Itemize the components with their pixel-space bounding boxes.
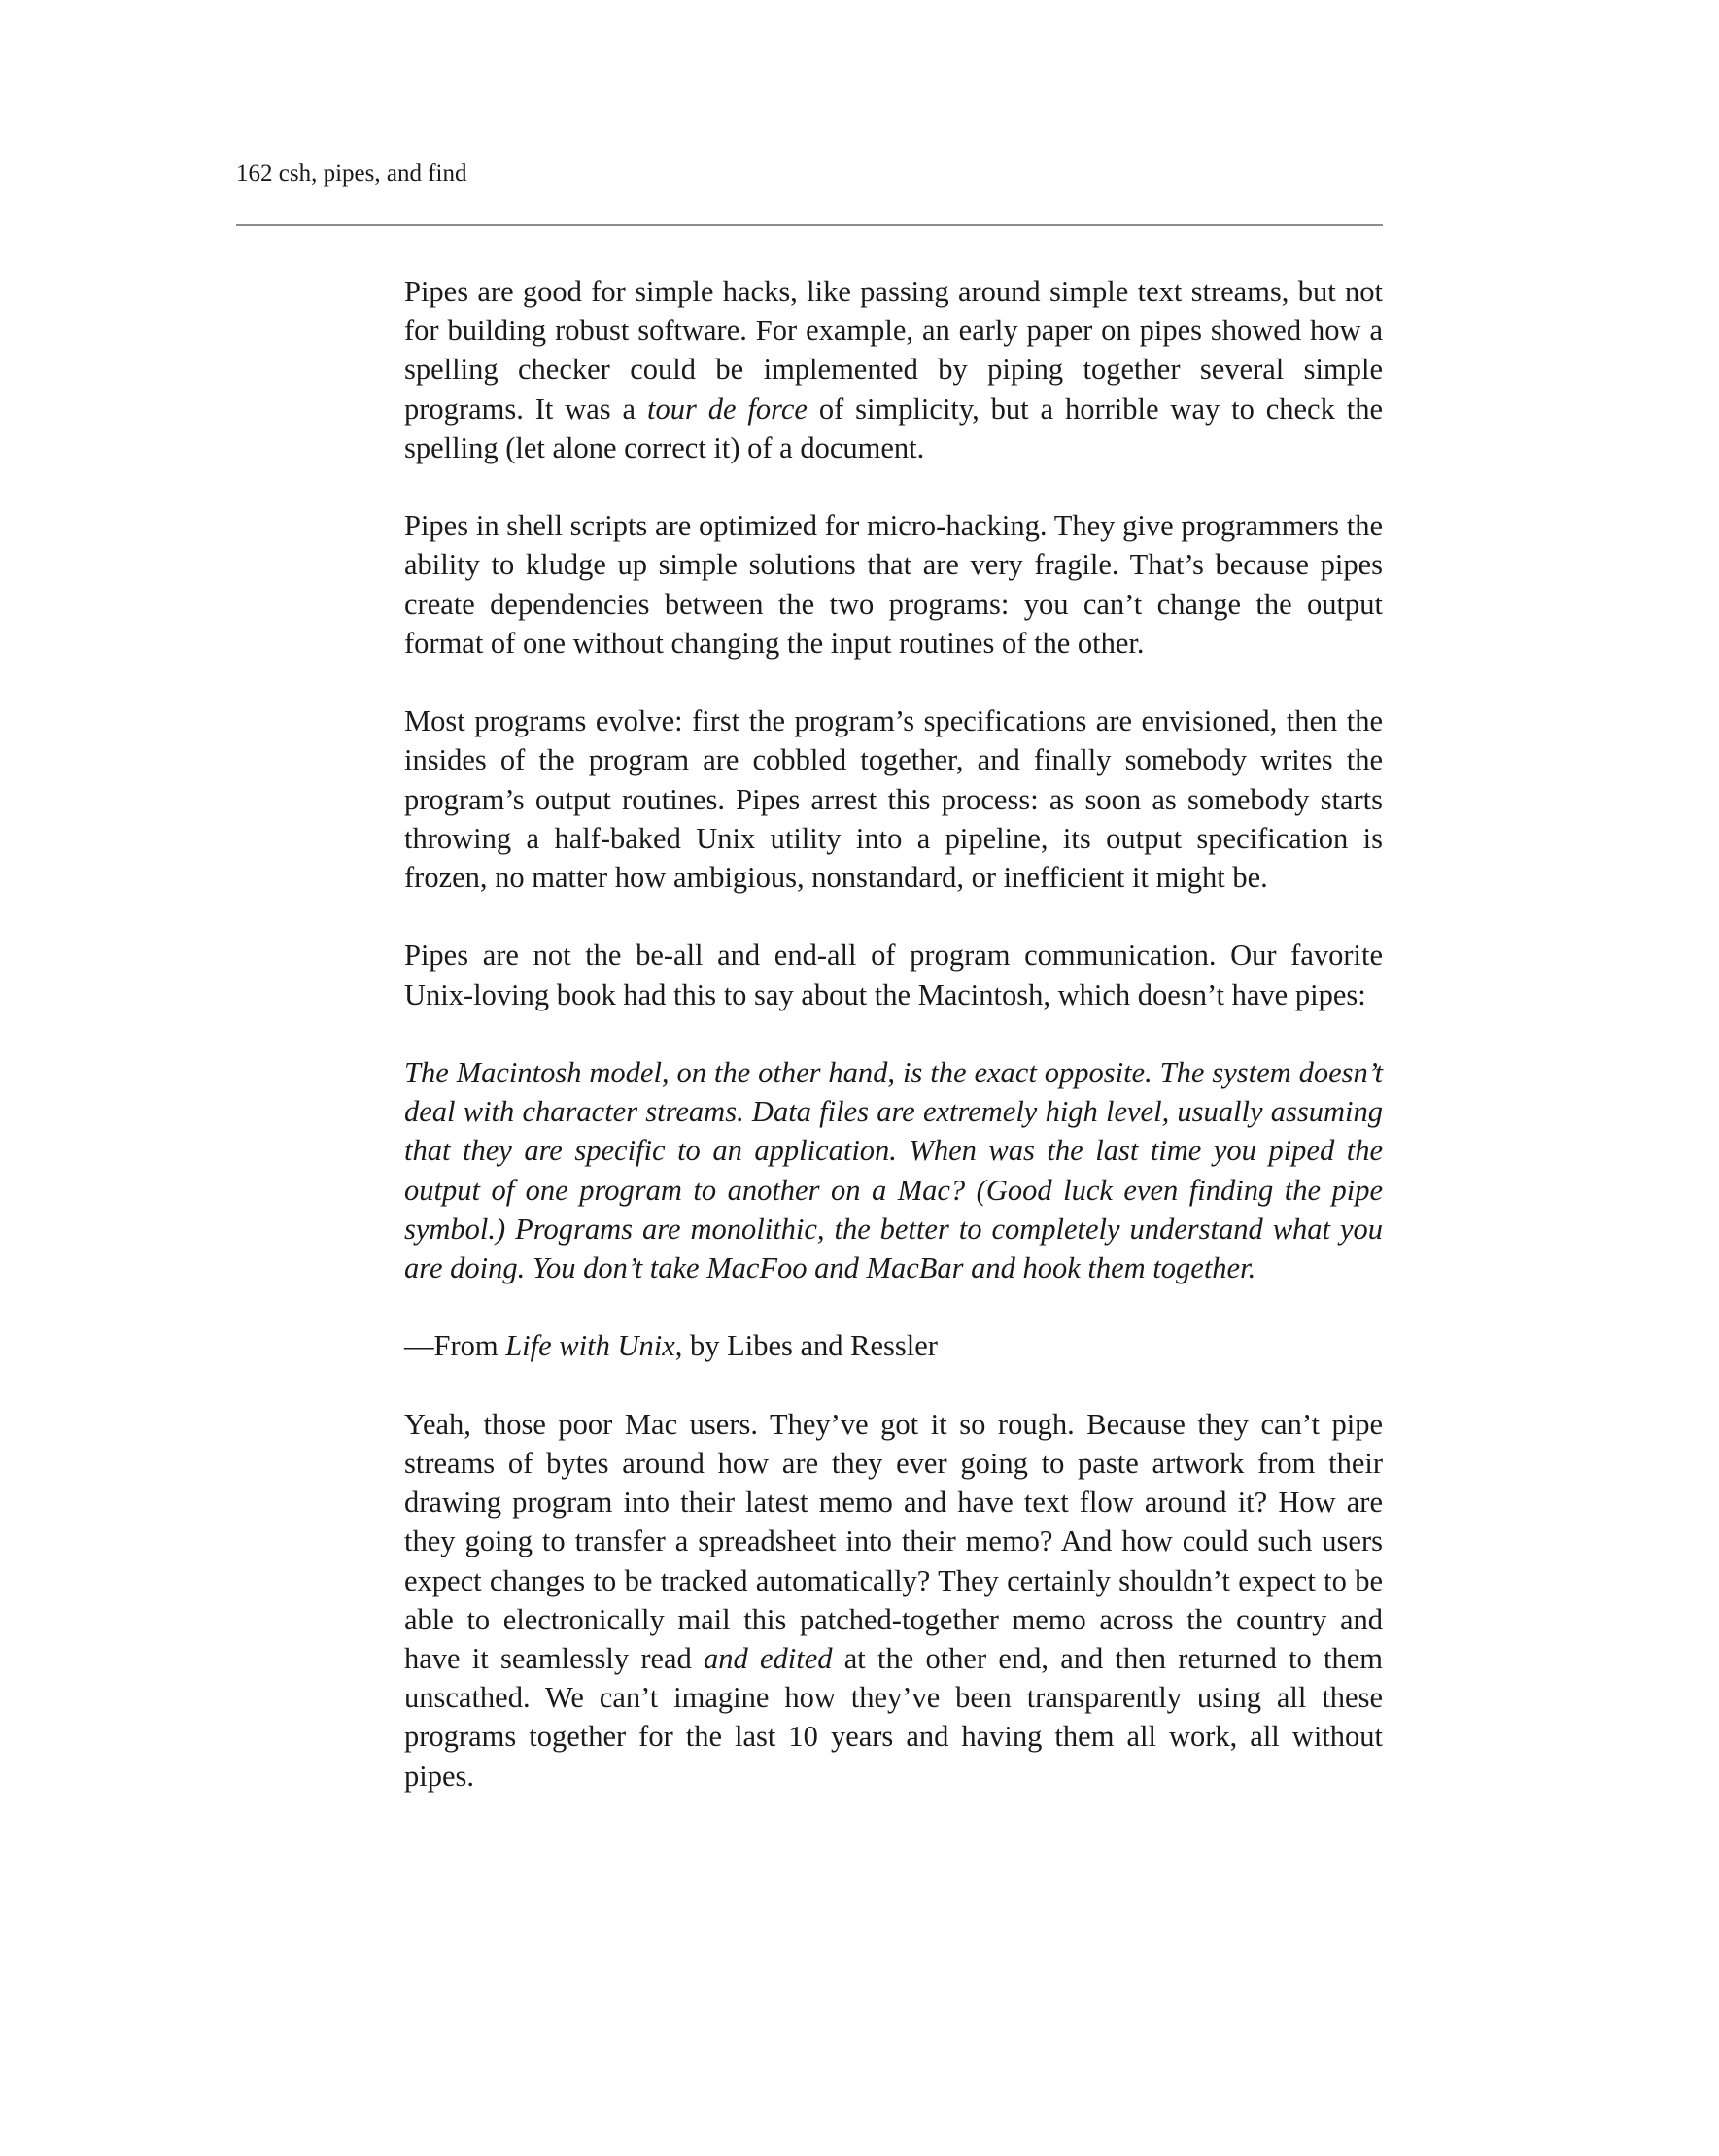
attribution-prefix: —From: [404, 1329, 506, 1363]
paragraph-4: Pipes are not the be-all and end-all of program communication. Our favorite Unix-loving book had this to say about the Macintosh, which doesn’t have pipes:: [404, 939, 1383, 1011]
paragraph-5: [404, 1405, 1383, 1796]
paragraph-5-text-b: at the other end, and then returned to them unscathed. We can’t imagine how they’ve been transparently using all these programs together for the last 10 years and having them all work, all without pipes.: [404, 1642, 1383, 1793]
paragraph-1-text-b: of simplicity, but a horrible way to check the spelling (let alone correct it) of a document.: [404, 392, 1383, 464]
paragraph-1: [404, 272, 1383, 467]
block-quote: The Macintosh model, on the other hand, is the exact opposite. The system doesn’t deal with character streams. Data files are extremely high level, usually assuming that they are specific to an application. When was the last time you piped the output of one program to another on a Mac? (Good luck even finding the pipe symbol.) Programs are monolithic, the better to completely understand what you are doing. You don’t take MacFoo and MacBar and hook them together.: [404, 1056, 1383, 1285]
attribution-book-title: Life with Unix: [505, 1329, 675, 1363]
paragraph-1-text-a: Pipes are good for simple hacks, like passing around simple text streams, but not for building robust software. For example, an early paper on pipes showed how a spelling checker could be implemented by piping together several simple programs. It was a: [404, 275, 1383, 426]
paragraph-5-emphasis: and edited: [704, 1642, 833, 1676]
attribution-suffix: , by Libes and Ressler: [674, 1329, 938, 1363]
paragraph-3: Most programs evolve: first the program’s specifications are envisioned, then the insides of the program are cobbled together, and finally somebody writes the program’s output routines. Pipes arrest this process: as soon as somebody starts throwing a half-baked Unix utility into a pipeline, its output specification is frozen, no matter how ambigious, nonstandard, or inefficient it might be.: [404, 704, 1383, 895]
paragraph-1-emphasis: tour de force: [647, 392, 808, 426]
page-body: [404, 272, 1383, 1796]
header-rule: [236, 224, 1383, 226]
paragraph-2: Pipes in shell scripts are optimized for micro-hacking. They give programmers the ability to kludge up simple solutions that are very fragile. That’s because pipes create dependencies between the two programs: you can’t change the output format of one without changing the input routines of the other.: [404, 509, 1383, 660]
running-head: 162 csh, pipes, and find: [236, 160, 467, 187]
quote-attribution: [404, 1326, 1383, 1365]
paragraph-5-text-a: Yeah, those poor Mac users. They’ve got it so rough. Because they can’t pipe streams of bytes around how are they ever going to paste artwork from their drawing program into their latest memo and have text flow around it? How are they going to transfer a spreadsheet into their memo? And how could such users expect changes to be tracked automatically? They certainly shouldn’t expect to be able to electronically mail this patched-together memo across the country and have it seamlessly read: [404, 1407, 1383, 1676]
